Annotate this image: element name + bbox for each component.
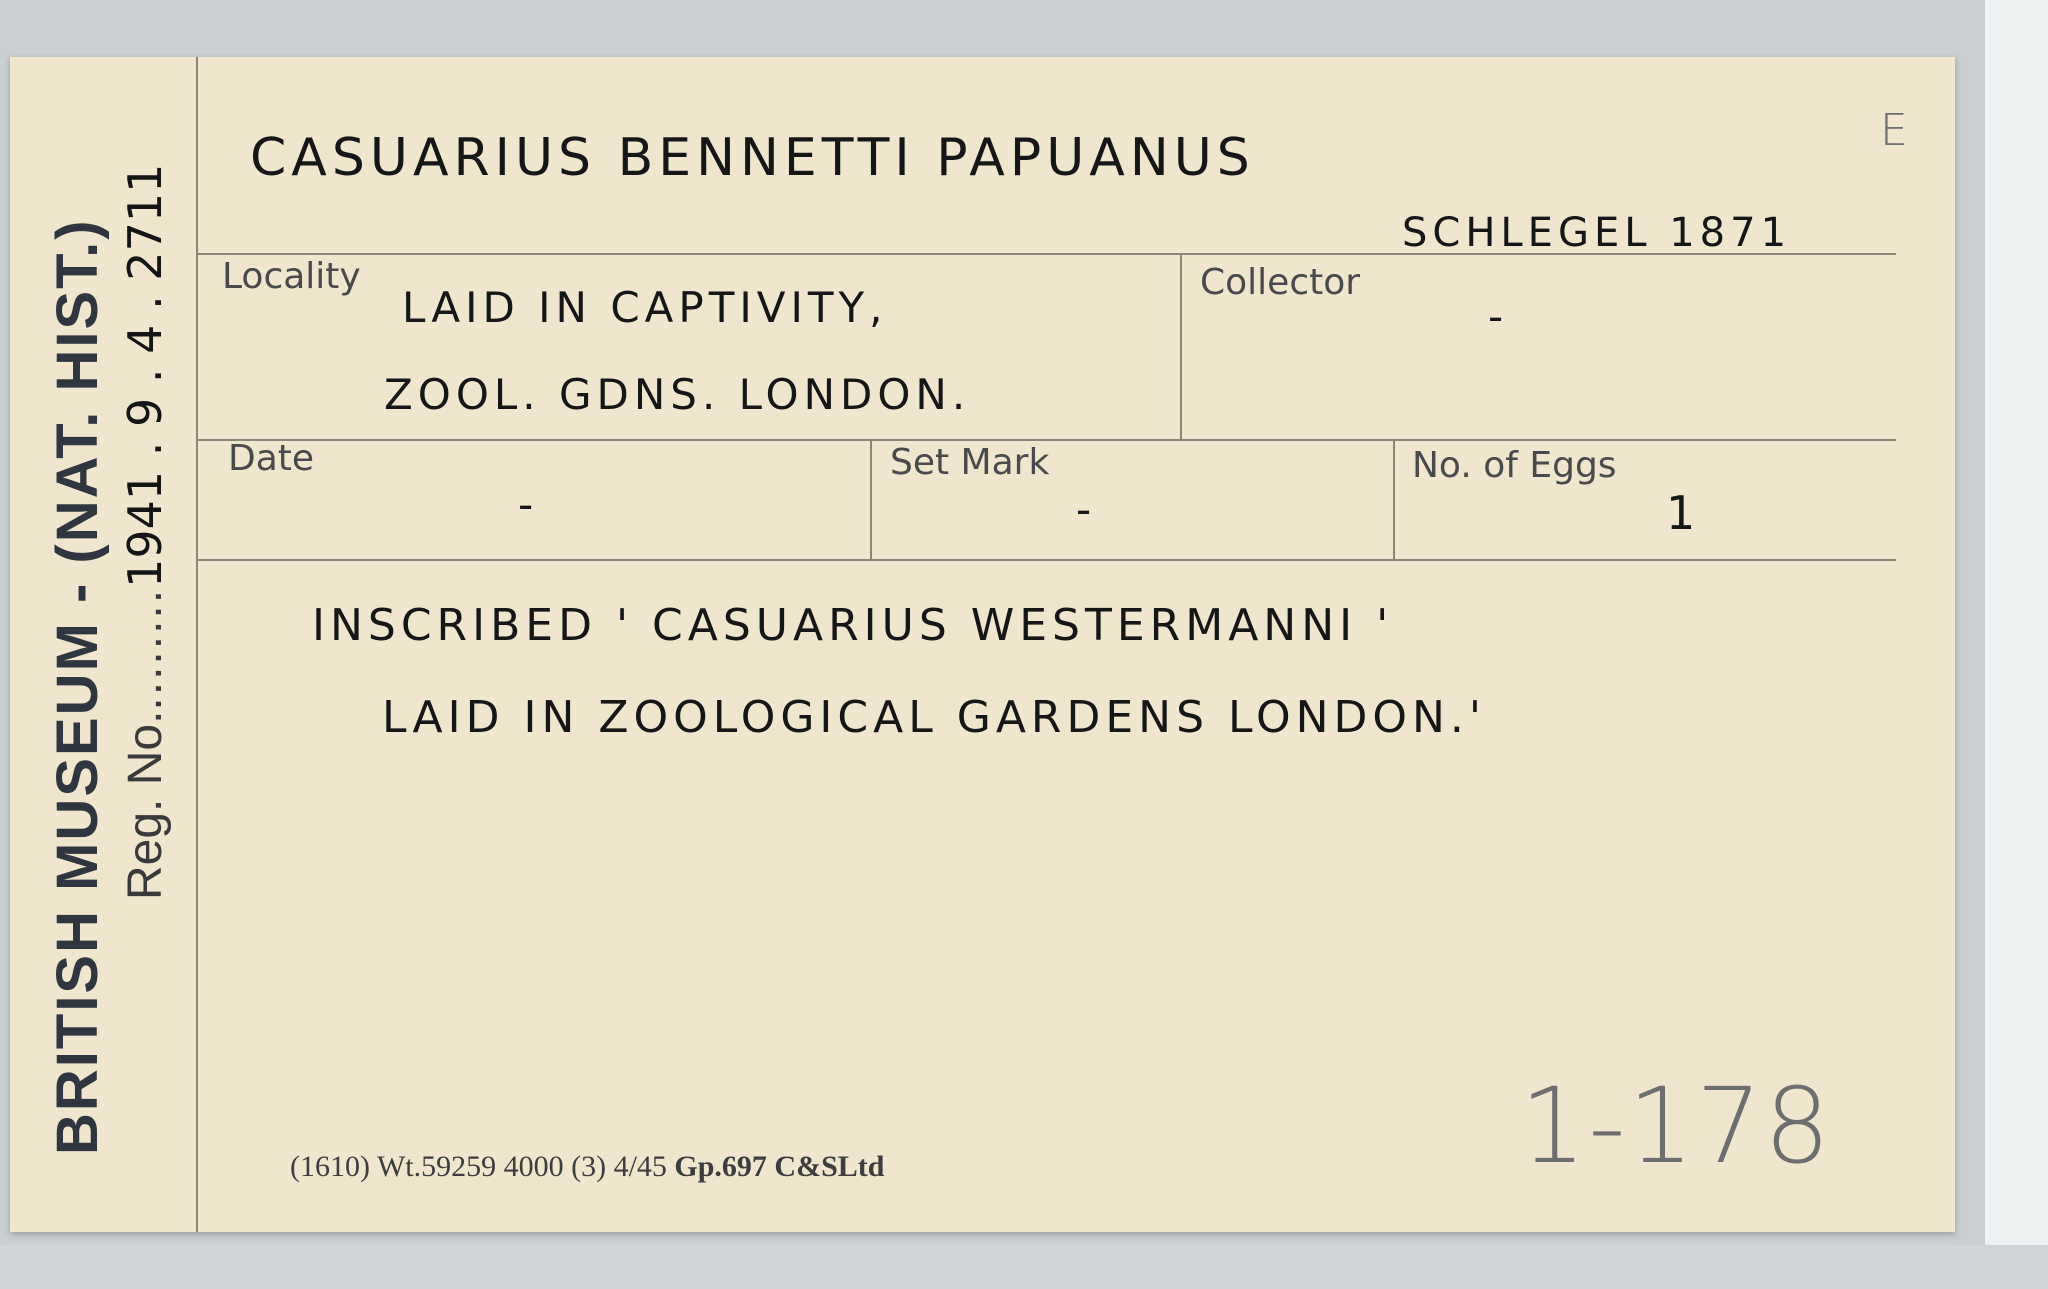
corner-mark: E	[1880, 105, 1908, 156]
locality-line1: LAID IN CAPTIVITY,	[402, 283, 888, 332]
print-code-bold: Gp.697 C&SLtd	[674, 1150, 885, 1183]
collector-value: -	[1488, 292, 1509, 341]
rule-date	[198, 559, 1896, 561]
background-strip-bottom	[0, 1245, 2048, 1289]
reg-label: Reg. No.	[119, 710, 172, 900]
divider-date-setmark	[870, 441, 872, 559]
note-line1: INSCRIBED ' CASUARIUS WESTERMANNI '	[312, 600, 1394, 651]
collector-label: Collector	[1200, 262, 1361, 303]
margin-divider	[196, 57, 198, 1232]
species-name: CASUARIUS BENNETTI PAPUANUS	[250, 128, 1255, 188]
reg-number: 1941 . 9 . 4 . 2711	[118, 163, 172, 588]
setmark-value: -	[1076, 485, 1097, 534]
divider-setmark-eggs	[1393, 441, 1395, 559]
eggs-value: 1	[1666, 486, 1701, 540]
printer-imprint	[290, 1150, 884, 1184]
date-value: -	[518, 480, 539, 529]
setmark-label: Set Mark	[890, 442, 1050, 483]
divider-locality-collector	[1180, 255, 1182, 439]
museum-heading: BRITISH MUSEUM - (NAT. HIST.)	[45, 218, 110, 1155]
background-strip-right	[1985, 0, 2048, 1289]
locality-line2: ZOOL. GDNS. LONDON.	[384, 370, 971, 419]
print-code: (1610) Wt.59259 4000 (3) 4/45	[290, 1150, 667, 1183]
rule-locality	[198, 439, 1896, 441]
date-label: Date	[228, 438, 315, 479]
pencil-number: 1-178	[1520, 1065, 1833, 1187]
reg-dots: ........	[119, 587, 172, 711]
species-author: SCHLEGEL 1871	[1402, 210, 1792, 256]
eggs-label: No. of Eggs	[1412, 445, 1617, 486]
note-line2: LAID IN ZOOLOGICAL GARDENS LONDON.'	[382, 692, 1487, 743]
registration-line	[118, 164, 173, 900]
locality-label: Locality	[222, 256, 361, 297]
